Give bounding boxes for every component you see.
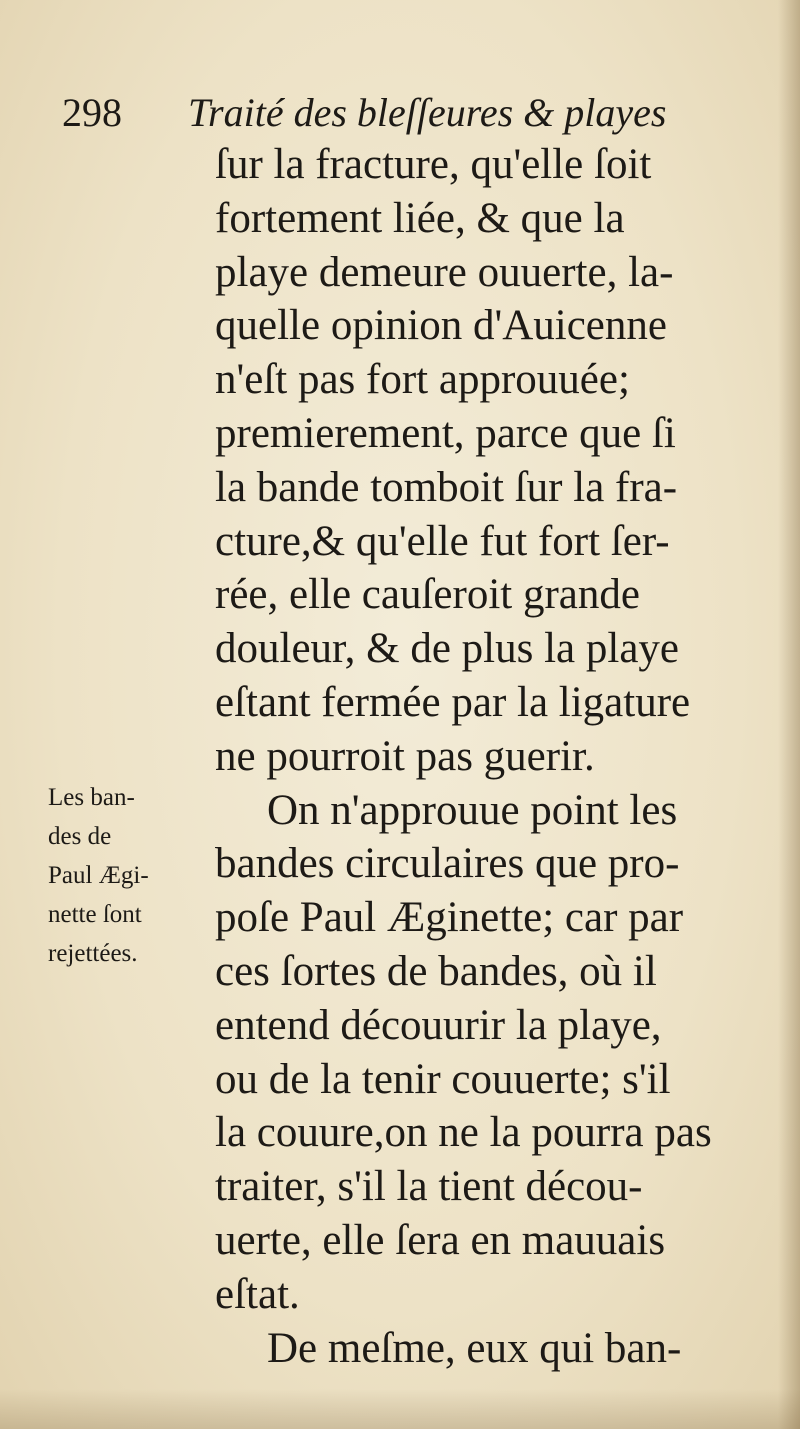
text-line: ſur la fracture, qu'elle ſoit bbox=[215, 141, 652, 188]
page-edge-shadow bbox=[778, 0, 800, 1429]
page-bottom-shadow bbox=[0, 1389, 800, 1429]
text-line: quelle opinion d'Auicenne bbox=[215, 302, 667, 350]
running-title: Traité des bleſſeures & playes bbox=[188, 90, 667, 135]
margin-note-line: Paul Ægi- bbox=[48, 862, 149, 889]
margin-note bbox=[48, 778, 213, 973]
text-line: cture,& qu'elle fut fort ſer- bbox=[215, 517, 670, 565]
text-line: entend découurir la playe, bbox=[215, 1001, 662, 1049]
text-line: rée, elle cauſeroit grande bbox=[215, 571, 640, 619]
text-line: eſtant fermée par la ligature bbox=[215, 678, 691, 726]
text-line: uerte, elle ſera en mauuais bbox=[215, 1216, 666, 1264]
paragraph-start-line: De meſme, eux qui ban- bbox=[267, 1324, 682, 1372]
paragraph-start-line: On n'approuue point les bbox=[267, 786, 678, 834]
page-number: 298 bbox=[62, 90, 122, 135]
text-line: la bande tomboit ſur la fra- bbox=[215, 463, 678, 511]
text-line: poſe Paul Æginette; car par bbox=[215, 894, 684, 942]
text-line: fortement liée, & que la bbox=[215, 194, 625, 242]
text-line: eſtat. bbox=[215, 1270, 300, 1318]
text-line: ces ſortes de bandes, où il bbox=[215, 947, 657, 995]
text-line: douleur, & de plus la playe bbox=[215, 625, 679, 673]
margin-note-line: des de bbox=[48, 823, 112, 850]
margin-note-line: Les ban- bbox=[48, 784, 135, 811]
text-line: premierement, parce que ſi bbox=[215, 409, 676, 457]
margin-note-line: rejettées. bbox=[48, 940, 138, 967]
text-line: traiter, s'il la tient décou- bbox=[215, 1163, 643, 1211]
text-line: n'eſt pas fort approuuée; bbox=[215, 356, 630, 404]
page-header bbox=[62, 88, 742, 138]
body-text bbox=[215, 138, 755, 1375]
margin-note-line: nette ſont bbox=[48, 901, 142, 928]
text-line: ou de la tenir couuerte; s'il bbox=[215, 1055, 671, 1103]
text-line: ne pourroit pas guerir. bbox=[215, 732, 595, 780]
text-line: playe demeure ouuerte, la- bbox=[215, 248, 674, 296]
text-line: la couure,on ne la pourra pas bbox=[215, 1109, 712, 1157]
text-line: bandes circulaires que pro- bbox=[215, 840, 680, 888]
